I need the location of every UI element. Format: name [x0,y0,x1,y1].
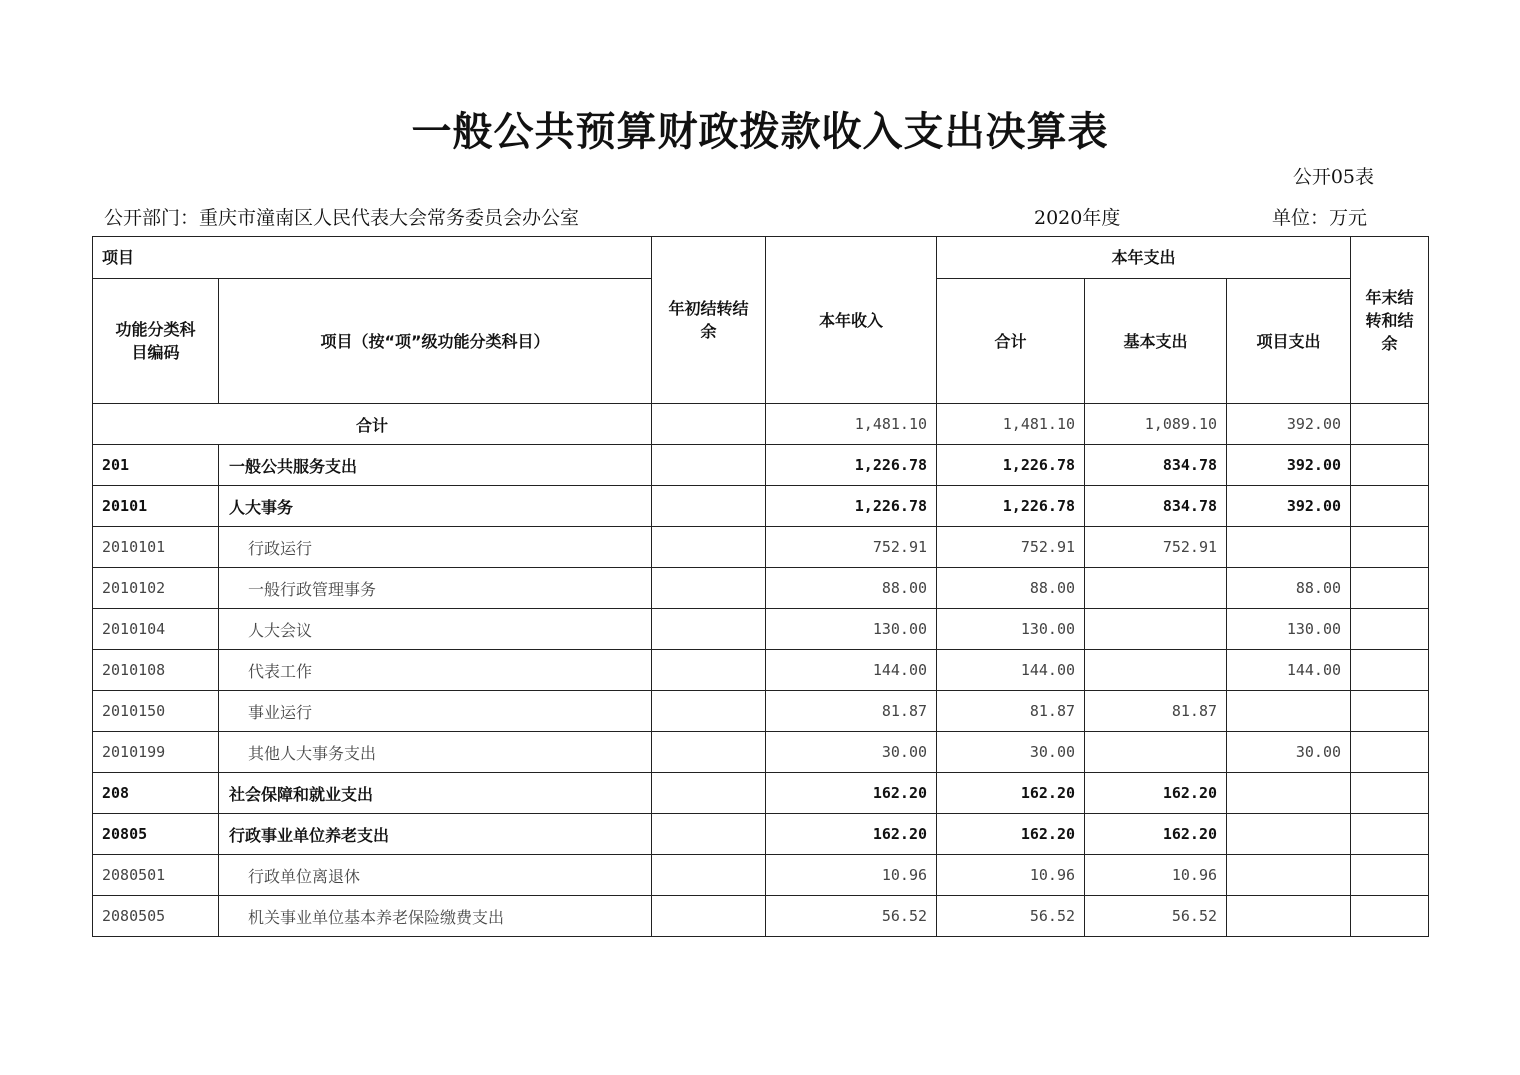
cell-exp-project: 88.00 [1227,568,1351,609]
cell-exp-basic: 834.78 [1085,445,1227,486]
cell-exp-total: 162.20 [937,814,1085,855]
cell-name: 事业运行 [219,691,652,732]
cell-closing [1351,732,1429,773]
table-row [93,773,1429,814]
cell-exp-basic [1085,568,1227,609]
cell-exp-total: 162.20 [937,773,1085,814]
cell-exp-basic [1085,650,1227,691]
header-exp-basic: 基本支出 [1085,279,1227,404]
cell-exp-total: 1,226.78 [937,486,1085,527]
table-number: 公开05表 [1292,166,1374,188]
cell-name: 机关事业单位基本养老保险缴费支出 [219,896,652,937]
table-row [93,855,1429,896]
cell-exp-project: 392.00 [1227,445,1351,486]
total-exp-total: 1,481.10 [937,404,1085,445]
cell-exp-project: 30.00 [1227,732,1351,773]
cell-opening [652,486,766,527]
budget-table [92,236,1429,937]
cell-closing [1351,650,1429,691]
cell-closing [1351,855,1429,896]
cell-income: 56.52 [766,896,937,937]
cell-name: 人大事务 [219,486,652,527]
cell-name: 行政事业单位养老支出 [219,814,652,855]
cell-code: 2010104 [93,609,219,650]
table-row [93,527,1429,568]
cell-name: 行政单位离退休 [219,855,652,896]
cell-income: 81.87 [766,691,937,732]
table-row [93,732,1429,773]
header-closing-balance: 年末结转和结余 [1351,237,1429,404]
total-row [93,404,1429,445]
cell-exp-project [1227,527,1351,568]
cell-closing [1351,814,1429,855]
cell-opening [652,855,766,896]
table-row [93,445,1429,486]
cell-opening [652,650,766,691]
cell-name: 社会保障和就业支出 [219,773,652,814]
cell-closing [1351,486,1429,527]
cell-exp-basic: 834.78 [1085,486,1227,527]
cell-exp-basic: 162.20 [1085,773,1227,814]
header-opening-balance: 年初结转结余 [652,237,766,404]
cell-exp-project: 130.00 [1227,609,1351,650]
cell-exp-project [1227,896,1351,937]
cell-opening [652,527,766,568]
table-row [93,609,1429,650]
cell-name: 一般行政管理事务 [219,568,652,609]
cell-opening [652,568,766,609]
fiscal-year: 2020年度 [1034,207,1121,229]
cell-closing [1351,445,1429,486]
cell-exp-total: 1,226.78 [937,445,1085,486]
total-exp-project: 392.00 [1227,404,1351,445]
cell-opening [652,732,766,773]
unit-label: 单位：万元 [1272,207,1368,229]
cell-name: 代表工作 [219,650,652,691]
cell-code: 2010102 [93,568,219,609]
cell-income: 1,226.78 [766,445,937,486]
header-row-1 [93,237,1429,279]
cell-name: 其他人大事务支出 [219,732,652,773]
report-title: 一般公共预算财政拨款收入支出决算表 [411,109,1109,155]
cell-code: 2010150 [93,691,219,732]
cell-code: 2010101 [93,527,219,568]
header-project: 项目 [93,237,652,279]
header-code: 功能分类科目编码 [93,279,219,404]
total-income: 1,481.10 [766,404,937,445]
cell-closing [1351,527,1429,568]
cell-name: 一般公共服务支出 [219,445,652,486]
cell-exp-project [1227,814,1351,855]
cell-exp-total: 88.00 [937,568,1085,609]
cell-exp-basic: 162.20 [1085,814,1227,855]
cell-opening [652,773,766,814]
department-label: 公开部门：重庆市潼南区人民代表大会常务委员会办公室 [104,207,580,229]
cell-income: 130.00 [766,609,937,650]
cell-closing [1351,568,1429,609]
cell-code: 2080501 [93,855,219,896]
cell-exp-project [1227,855,1351,896]
cell-income: 1,226.78 [766,486,937,527]
cell-exp-basic: 752.91 [1085,527,1227,568]
header-exp-project: 项目支出 [1227,279,1351,404]
cell-closing [1351,691,1429,732]
header-name: 项目（按“项”级功能分类科目） [219,279,652,404]
cell-code: 2010108 [93,650,219,691]
cell-exp-project [1227,691,1351,732]
cell-income: 752.91 [766,527,937,568]
cell-closing [1351,896,1429,937]
cell-code: 2080505 [93,896,219,937]
cell-exp-project: 144.00 [1227,650,1351,691]
total-label: 合计 [93,404,652,445]
table-row [93,896,1429,937]
cell-closing [1351,609,1429,650]
cell-exp-basic: 81.87 [1085,691,1227,732]
cell-exp-basic: 56.52 [1085,896,1227,937]
cell-exp-basic [1085,609,1227,650]
table-row [93,691,1429,732]
cell-income: 144.00 [766,650,937,691]
header-income: 本年收入 [766,237,937,404]
cell-opening [652,445,766,486]
cell-exp-total: 752.91 [937,527,1085,568]
cell-income: 88.00 [766,568,937,609]
header-expenditure: 本年支出 [937,237,1351,279]
cell-name: 人大会议 [219,609,652,650]
cell-exp-total: 30.00 [937,732,1085,773]
header-exp-total: 合计 [937,279,1085,404]
cell-income: 162.20 [766,814,937,855]
table-row [93,650,1429,691]
cell-exp-basic: 10.96 [1085,855,1227,896]
total-closing [1351,404,1429,445]
cell-income: 162.20 [766,773,937,814]
cell-code: 201 [93,445,219,486]
table-row [93,568,1429,609]
cell-name: 行政运行 [219,527,652,568]
table-row [93,814,1429,855]
cell-closing [1351,773,1429,814]
cell-code: 20805 [93,814,219,855]
cell-opening [652,814,766,855]
cell-code: 20101 [93,486,219,527]
cell-exp-total: 56.52 [937,896,1085,937]
cell-exp-project [1227,773,1351,814]
cell-exp-basic [1085,732,1227,773]
cell-exp-total: 144.00 [937,650,1085,691]
cell-opening [652,609,766,650]
cell-exp-project: 392.00 [1227,486,1351,527]
cell-opening [652,896,766,937]
table-row [93,486,1429,527]
total-opening [652,404,766,445]
cell-exp-total: 130.00 [937,609,1085,650]
cell-code: 2010199 [93,732,219,773]
cell-opening [652,691,766,732]
cell-code: 208 [93,773,219,814]
cell-income: 10.96 [766,855,937,896]
cell-income: 30.00 [766,732,937,773]
cell-exp-total: 10.96 [937,855,1085,896]
cell-exp-total: 81.87 [937,691,1085,732]
total-exp-basic: 1,089.10 [1085,404,1227,445]
